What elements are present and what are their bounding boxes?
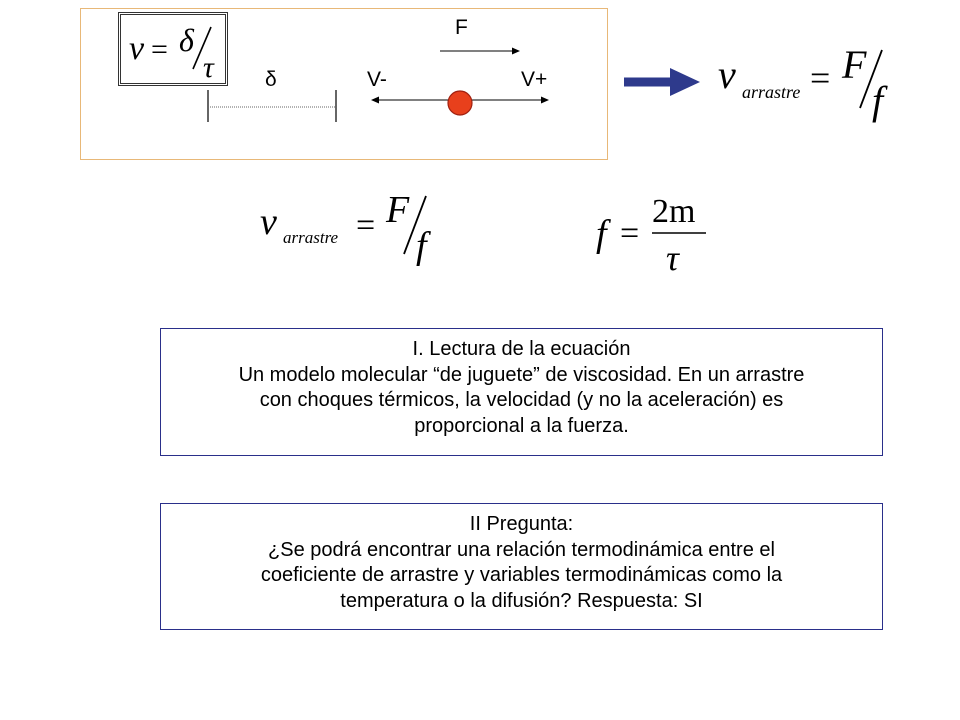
force-label: F — [455, 16, 468, 39]
question-line-1: ¿Se podrá encontrar una relación termodinámica entre el — [268, 538, 775, 561]
reading-line-1: Un modelo molecular “de juguete” de viscosidad. En un arrastre — [238, 363, 805, 386]
drag-equation-center — [256, 188, 456, 268]
velocity-lhs: v — [129, 30, 145, 67]
reading-line-3: proporcional a la fuerza. — [414, 414, 629, 437]
drag-right-lhs: v — [718, 52, 736, 97]
drag-right-denominator: f — [872, 78, 884, 123]
drag-equation-right — [712, 40, 912, 125]
question-line-2: coeficiente de arrastre y variables termodinámicas como la — [260, 564, 783, 586]
drag-center-subscript: arrastre — [283, 228, 339, 247]
drag-right-equals: = — [810, 58, 831, 98]
drag-center-numerator: F — [386, 189, 410, 231]
implies-arrow-head — [670, 68, 700, 96]
question-line-3: temperatura o la difusión? Respuesta: SI — [340, 589, 703, 612]
question-title: II Pregunta: — [469, 513, 574, 535]
reading-text-box — [160, 328, 883, 456]
drag-center-lhs: v — [260, 201, 277, 243]
drag-right-subscript: arrastre — [742, 82, 801, 102]
velocity-denominator: τ — [203, 51, 214, 83]
question-text-box — [160, 503, 883, 630]
v-plus-label: V+ — [521, 68, 548, 91]
drag-center-equals: = — [356, 207, 376, 244]
drag-center-denominator: f — [416, 225, 427, 267]
v-minus-label: V- — [367, 68, 387, 91]
friction-numerator: 2m — [652, 193, 696, 230]
friction-equation — [590, 186, 720, 278]
reading-title: I. Lectura de la ecuación — [412, 338, 631, 360]
drag-right-numerator: F — [842, 42, 867, 87]
velocity-equals: = — [151, 33, 168, 66]
particle — [448, 91, 472, 115]
velocity-numerator: δ — [179, 22, 194, 58]
friction-denominator: τ — [666, 238, 679, 278]
friction-lhs: f — [596, 213, 607, 255]
reading-line-2: con choques térmicos, la velocidad (y no la aceleración) es — [259, 389, 784, 411]
friction-equals: = — [620, 215, 640, 252]
delta-label: δ — [265, 68, 277, 91]
